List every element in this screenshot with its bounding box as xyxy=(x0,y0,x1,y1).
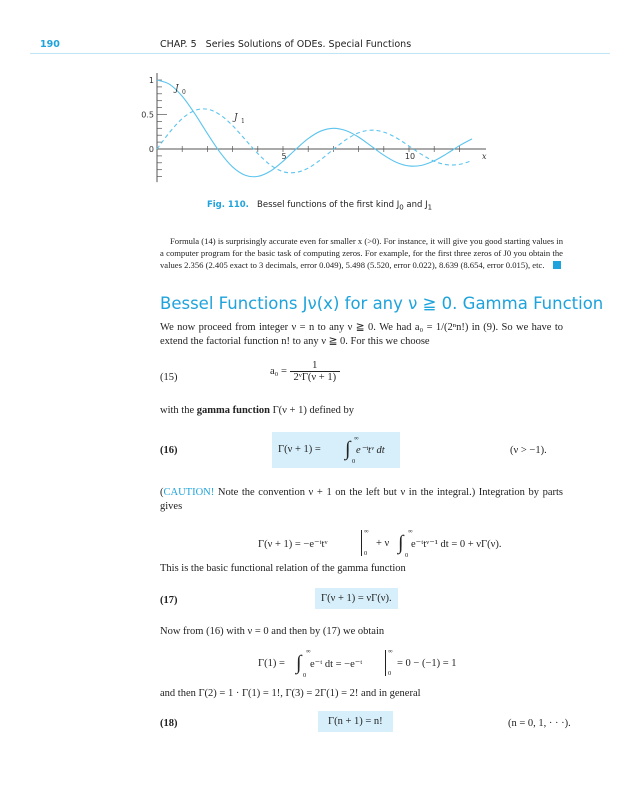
eq-part: Γ(ν + 1) = −e⁻ᵗtᵛ xyxy=(258,539,328,550)
y-tick-label: 0 xyxy=(148,145,154,154)
paragraph xyxy=(160,404,354,418)
header-rule xyxy=(30,53,610,54)
equation-17-box: Γ(ν + 1) = νΓ(ν). xyxy=(315,588,398,609)
upper-limit: ∞ xyxy=(388,648,393,655)
caption-text-2: and J xyxy=(406,200,428,210)
caution-label: CAUTION! xyxy=(163,487,215,498)
integral-sign: ∫ xyxy=(296,652,302,674)
eq-part: Γ(1) = xyxy=(258,658,285,669)
eq-denominator: 2ᵛΓ(ν + 1) xyxy=(293,372,337,383)
text: with the xyxy=(160,405,197,416)
series-line-J1 xyxy=(157,109,472,173)
upper-limit: ∞ xyxy=(408,528,413,535)
x-axis-label: x xyxy=(482,152,487,161)
evaluation-bar xyxy=(361,530,362,556)
figure-label: Fig. 110. xyxy=(206,200,249,210)
x-tick-label: 5 xyxy=(281,152,287,161)
paragraph: Now from (16) with ν = 0 and then by (17) we obtain xyxy=(160,626,385,637)
eq-part: e⁻ᵗ dt = −e⁻ᵗ xyxy=(310,659,363,670)
paragraph: This is the basic functional relation of the gamma function xyxy=(160,563,406,574)
lower-limit: 0 xyxy=(364,550,368,557)
eq-part: e⁻ᵗtᵛ⁻¹ dt = 0 + νΓ(ν). xyxy=(411,539,502,550)
eq-lhs: a₀ = xyxy=(270,366,287,377)
bessel-chart xyxy=(130,65,500,200)
caption-text: Bessel functions of the first kind J xyxy=(257,200,400,210)
equation-15 xyxy=(270,360,340,383)
equation-gamma-1 xyxy=(258,648,518,678)
paragraph: We now proceed from integer ν = n to any ν ≧ 0. We had a₀ = 1/(2ⁿn!) in (9). So we have to extend the factorial function n! to any ν ≧ 0. For this we choose xyxy=(160,322,563,347)
y-tick-label: 0.5 xyxy=(141,110,154,120)
condition: (n = 0, 1, · · ·). xyxy=(508,718,571,729)
chapter-title: Series Solutions of ODEs. Special Functions xyxy=(205,39,412,50)
text: Γ(ν + 1) defined by xyxy=(269,405,355,416)
page-number: 190 xyxy=(40,39,60,50)
condition: (ν > −1). xyxy=(510,445,547,456)
x-tick-label: 10 xyxy=(404,152,416,161)
integral-sign: ∫ xyxy=(398,532,404,554)
end-of-remark-square xyxy=(553,261,561,269)
running-header xyxy=(160,39,411,50)
equation-label: (15) xyxy=(160,372,178,383)
lower-limit: 0 xyxy=(352,458,356,465)
series-label-J1: J xyxy=(234,113,238,123)
eq-part: + ν xyxy=(376,538,390,549)
caption-sub: 0 xyxy=(399,203,404,212)
lower-limit: 0 xyxy=(303,672,307,679)
section-heading: Bessel Functions Jν(x) for any ν ≧ 0. Gamma Function xyxy=(160,294,604,313)
equation-label: (16) xyxy=(160,445,178,456)
eq-lhs: Γ(ν + 1) = xyxy=(278,444,321,455)
equation-16-box xyxy=(272,432,400,468)
equation-integration-by-parts xyxy=(258,528,518,558)
paren: ( xyxy=(160,487,164,498)
upper-limit: ∞ xyxy=(306,648,311,655)
equation-label: (17) xyxy=(160,595,178,606)
lower-limit: 0 xyxy=(405,552,409,559)
integral-sign: ∫ xyxy=(345,438,351,460)
figure-caption xyxy=(0,200,639,210)
eq-numerator: 1 xyxy=(290,360,341,372)
paragraph: and then Γ(2) = 1 · Γ(1) = 1!, Γ(3) = 2Γ(1) = 2! and in general xyxy=(160,688,421,699)
equation-label: (18) xyxy=(160,718,178,729)
paragraph xyxy=(160,486,563,514)
lower-limit: 0 xyxy=(388,670,392,677)
term-gamma-function: gamma function xyxy=(196,405,270,416)
upper-limit: ∞ xyxy=(364,528,369,535)
series-line-J0 xyxy=(157,80,472,177)
evaluation-bar xyxy=(385,650,386,676)
text: Note the convention ν + 1 on the left but ν in the integral.) Integration by parts gives xyxy=(160,487,563,512)
chapter-number: CHAP. 5 xyxy=(160,39,197,50)
series-label-J0: J xyxy=(175,84,179,94)
eq-part: = 0 − (−1) = 1 xyxy=(397,658,457,669)
series-label-sub: 1 xyxy=(241,118,245,125)
integrand: e⁻ᵗtᵛ dt xyxy=(356,445,385,456)
upper-limit: ∞ xyxy=(354,435,359,442)
caption-sub: 1 xyxy=(427,203,433,212)
equation-18-box: Γ(n + 1) = n! xyxy=(318,711,393,732)
remark-paragraph: Formula (14) is surprisingly accurate even for smaller x (>0). For instance, it will give you good starting values in a computer program for the basic task of computing zeros. For example, for the first three zeros of J0 you obtain the values 2.356 (2.405 exact to 3 decimals, error 0.049), 5.498 (5.520, error 0.022), 8.639 (8.654, error 0.015), etc. xyxy=(160,236,563,271)
y-tick-label: 1 xyxy=(148,76,154,85)
series-label-sub: 0 xyxy=(182,89,186,96)
